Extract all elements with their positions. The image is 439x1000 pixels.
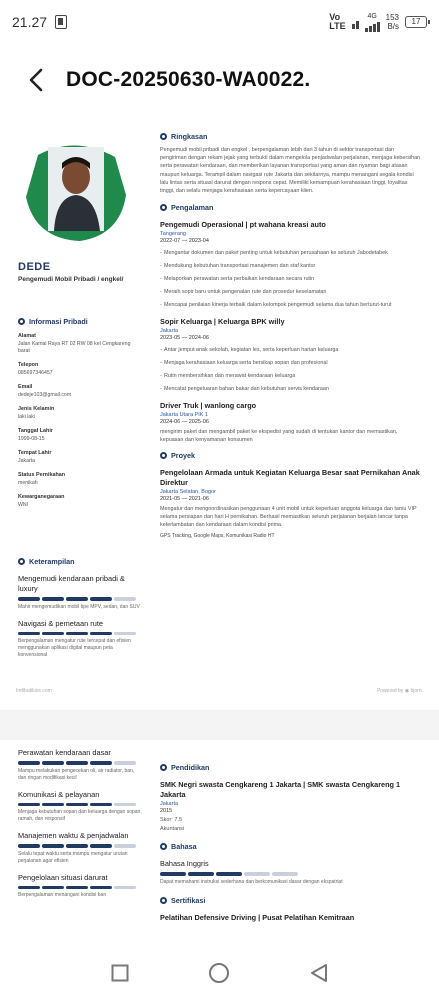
info-label: Email — [18, 384, 33, 390]
level-segment — [42, 597, 64, 601]
level-segment — [42, 803, 64, 807]
person-icon — [18, 318, 25, 325]
level-segment — [90, 886, 112, 890]
summary-title: Ringkasan — [160, 132, 422, 141]
back-triangle-icon[interactable] — [299, 953, 339, 993]
home-icon[interactable] — [199, 953, 239, 993]
info-label: Tempat Lahir — [18, 450, 52, 456]
level-segment — [18, 761, 40, 765]
main-column-2 — [160, 763, 422, 923]
skills-section — [18, 557, 143, 659]
job-bullet: - Antar jemput anak sekolah, kegiatan les, serta keperluan harian keluarga — [160, 346, 422, 354]
job-company: Tangerang — [160, 231, 186, 238]
project-tech: GPS Tracking, Google Maps, Komunikasi Radio HT — [160, 533, 275, 540]
job-bullet: - Mencatat pengeluaran bahan bakar dan kebutuhan servis kendaraan — [160, 385, 422, 393]
profile-job: Pengemudi Mobil Pribadi / engkel/ — [18, 276, 124, 283]
job-date: 2024-06 — 2025-06 — [160, 419, 209, 426]
page-separator — [0, 710, 439, 740]
job-date: 2022-07 — 2023-04 — [160, 238, 209, 245]
page-footer — [10, 688, 429, 694]
document-title: DOC-20250630-WA0022. — [66, 68, 311, 91]
level-segment — [90, 803, 112, 807]
info-value: Jalan Kamal Raya RT 02 RW 08 kel Cengkareng barat — [18, 341, 131, 354]
level-segment — [90, 761, 112, 765]
job-title: Pengemudi Operasional | pt wahana kreasi auto — [160, 220, 326, 230]
status-indicators — [329, 12, 427, 32]
education-school: SMK Negri swasta Cengkareng 1 Jakarta | SMK swasta Cengkareng 1 Jakarta — [160, 780, 401, 799]
level-segment — [42, 632, 64, 636]
level-segment — [18, 886, 40, 890]
project-text: Mengatur dan mengoordinasikan penggunaan 4 unit mobil untuk keperluan anggota keluarga dan tamu VIP selama persiapan dan hari H pernikahan. Berhasil memastikan seluruh perjalanan berjalan lancar tanpa keterlambatan dan kendaraan dalam kondisi prima. — [160, 505, 417, 529]
info-label: Telepon — [18, 362, 39, 368]
level-segment — [272, 872, 298, 876]
skills-title: Keterampilan — [18, 557, 143, 566]
level-segment — [114, 761, 136, 765]
skill-name: Mengemudi kendaraan pribadi & luxury — [18, 574, 125, 593]
info-value: laki laki — [18, 414, 36, 420]
profile-photo — [20, 135, 130, 245]
level-segment — [188, 872, 214, 876]
info-label: Jenis Kelamin — [18, 406, 55, 412]
project-date: 2021-05 — 2021-06 — [160, 495, 209, 502]
level-segment — [42, 761, 64, 765]
education-year: 2015 — [160, 808, 173, 814]
level-segment — [42, 844, 64, 848]
navigation-bar — [0, 946, 439, 1000]
job-title: Driver Truk | wanlong cargo — [160, 401, 257, 411]
job-bullet: - Melaporkan perawatan serta perbaikan kendaraan secara rutin — [160, 275, 422, 283]
battery-icon: 17 — [405, 16, 427, 28]
education-title: Pendidikan — [160, 763, 422, 772]
info-value: dedeje103@gmail.com — [18, 392, 72, 398]
skill-name: Komunikasi & pelayanan — [18, 789, 100, 799]
info-label: Kewarganegaraan — [18, 494, 65, 500]
skill-desc: Berpengalaman mengatur rute tercepat dan efisien menggunakan aplikasi digital maupun peta konvensional — [18, 638, 131, 658]
skills-continued — [18, 740, 143, 899]
profile-name: DEDE — [18, 261, 51, 273]
level-segment — [42, 886, 64, 890]
info-value: 1999-08-15 — [18, 436, 45, 442]
skill-name: Pengelolaan situasi darurat — [18, 872, 108, 882]
recent-apps-icon[interactable] — [100, 953, 140, 993]
level-segment — [114, 886, 136, 890]
skill-desc: Mahir mengemudikan mobil tipe MPV, sedan, dan SUV — [18, 603, 140, 610]
job-text: mengirim paket dan mengambil paket ke ekspedisi yang sudah di tentukan kantor dan memastikan, kepuasan dan kenyamanan konsumen — [160, 429, 398, 444]
job-bullet: - Mencapai penilaian kinerja terbaik dalam kelompok pengemudi selama dua tahun berturut-turut — [160, 301, 422, 309]
level-segment — [18, 597, 40, 601]
info-value: 085697346457 — [18, 370, 53, 376]
skill-desc: Selalu tepat waktu serta mampu mengatur urutan perjalanan agar efisien — [18, 850, 128, 864]
briefcase-icon — [160, 204, 167, 211]
document-page[interactable] — [10, 120, 429, 940]
skill-name: Perawatan kendaraan dasar — [18, 748, 111, 757]
graduation-icon — [160, 764, 167, 771]
volte-icon: Vo LTE — [329, 12, 346, 31]
project-title: Pengelolaan Armada untuk Kegiatan Keluarga Besar saat Pernikahan Anak Direktur — [160, 467, 420, 487]
personal-info-section — [18, 317, 143, 509]
signal-1-icon — [352, 15, 359, 29]
language-level-bar — [160, 872, 422, 876]
summary-icon — [160, 133, 167, 140]
footer-right: Powered by ◉ bjorn. — [376, 688, 423, 694]
back-arrow-icon[interactable] — [14, 60, 58, 100]
project-icon — [160, 452, 167, 459]
job-bullet: - Menjaga kerahasiaan keluarga serta bersikap sopan dan profesional — [160, 359, 422, 367]
level-segment — [66, 761, 88, 765]
job-date: 2023-05 — 2024-06 — [160, 335, 209, 342]
skill-name: Navigasi & pemetaan rute — [18, 618, 104, 628]
job-bullet: - Mendukung kebutuhan transportasi manajemen dan staf kantor — [160, 262, 422, 270]
skill-level-bar — [18, 597, 143, 601]
level-segment — [160, 872, 186, 876]
cert-first: Pelatihan Defensive Driving | Pusat Pelatihan Kemitraan — [160, 913, 355, 922]
project-location: Jakarta Selatan, Bogor — [160, 488, 216, 495]
language-icon — [160, 843, 167, 850]
status-time: 21.27 — [12, 14, 48, 30]
info-label: Alamat — [18, 333, 36, 339]
level-segment — [114, 632, 136, 636]
skill-desc: Menjaga kebutuhan sopan dan keluarga dengan sopan, ramah, dan responsif — [18, 809, 142, 822]
certs-title: Sertifikasi — [160, 896, 422, 905]
job-bullet: - Meraih sopir baru untuk pengenalan rute dan prosedur keselamatan — [160, 288, 422, 296]
star-icon — [18, 558, 25, 565]
info-value: Jakarta — [18, 458, 36, 464]
info-label: Tanggal Lahir — [18, 428, 53, 434]
job-company: Jakarta — [160, 328, 179, 335]
level-segment — [66, 844, 88, 848]
network-speed: 153 B/s — [385, 13, 399, 31]
footer-left: Indibutikiox.com — [16, 688, 52, 694]
notification-app-icon — [55, 15, 67, 29]
info-value: menikah — [18, 480, 38, 486]
signal-2-icon: 4G — [365, 12, 380, 32]
language-desc: Dapat memahami instruksi sederhana dan berkomunikasi dasar dengan ekspatriat — [160, 879, 343, 885]
skill-level-bar — [18, 886, 143, 890]
level-segment — [90, 597, 112, 601]
main-column — [160, 132, 422, 539]
projects-title: Proyek — [160, 451, 422, 460]
level-segment — [66, 597, 88, 601]
status-bar — [0, 0, 439, 44]
skill-name: Manajemen waktu & penjadwalan — [18, 831, 129, 840]
info-value: WNI — [18, 502, 29, 508]
level-segment — [66, 886, 88, 890]
education-major: Akuntansi — [160, 826, 185, 832]
skill-level-bar — [18, 803, 143, 807]
skill-desc: Berpengalaman menangani kondisi ban — [18, 892, 107, 898]
level-segment — [18, 803, 40, 807]
level-segment — [90, 632, 112, 636]
level-segment — [18, 632, 40, 636]
language-name: Bahasa Inggris — [160, 859, 209, 868]
skill-desc: Mampu melakukan pengecekan oli, air radiator, ban, dan ringan modifikasi kecil — [18, 767, 135, 781]
level-segment — [114, 844, 136, 848]
summary-text: Pengemudi mobil pribadi dan engkel , berpengalaman lebih dari 3 tahun di sektor transportasi dan pengiriman dengan rekam jejak yang terbukti dalam mengelola penjadwalan perjalanan, menjaga kebersihan serta perawatan kendaraan, dan memberikan layanan transportasi yang aman dan nyaman bagi atasan maupun keluarga. Terampil dalam navigasi rute Jakarta dan sekitarnya, mampu menangani segala kondisi lalu lintas serta situasi darurat dengan respons cepat. Memiliki kemampuan kerahasiaan tinggi, loyalitas tinggi, dan selalu menjaga kerahasiaan serta kepercayaan klien. — [160, 147, 421, 195]
education-city: Jakarta — [160, 801, 179, 807]
skill-level-bar — [18, 632, 143, 636]
language-title: Bahasa — [160, 842, 422, 851]
level-segment — [114, 803, 136, 807]
level-segment — [244, 872, 270, 876]
job-title: Sopir Keluarga | Keluarga BPK willy — [160, 317, 285, 327]
level-segment — [66, 803, 88, 807]
education-score: Skor: 7.5 — [160, 817, 183, 823]
level-segment — [114, 597, 136, 601]
skill-level-bar — [18, 844, 143, 848]
info-label: Status Pernikahan — [18, 472, 66, 478]
level-segment — [216, 872, 242, 876]
job-bullet: - Mengantar dokumen dan paket penting untuk kebutuhan perusahaan ke seluruh Jabodetabek — [160, 249, 422, 257]
certificate-icon — [160, 897, 167, 904]
level-segment — [18, 844, 40, 848]
job-company: Jakarta Utara PIK 1 — [160, 412, 208, 419]
experience-title: Pengalaman — [160, 203, 422, 212]
level-segment — [66, 632, 88, 636]
skill-level-bar — [18, 761, 143, 765]
job-bullet: - Rutin membersihkan dan merawat kendaraan keluarga — [160, 372, 422, 380]
level-segment — [90, 844, 112, 848]
app-bar — [0, 60, 439, 100]
personal-info-title: Informasi Pribadi — [18, 317, 143, 326]
